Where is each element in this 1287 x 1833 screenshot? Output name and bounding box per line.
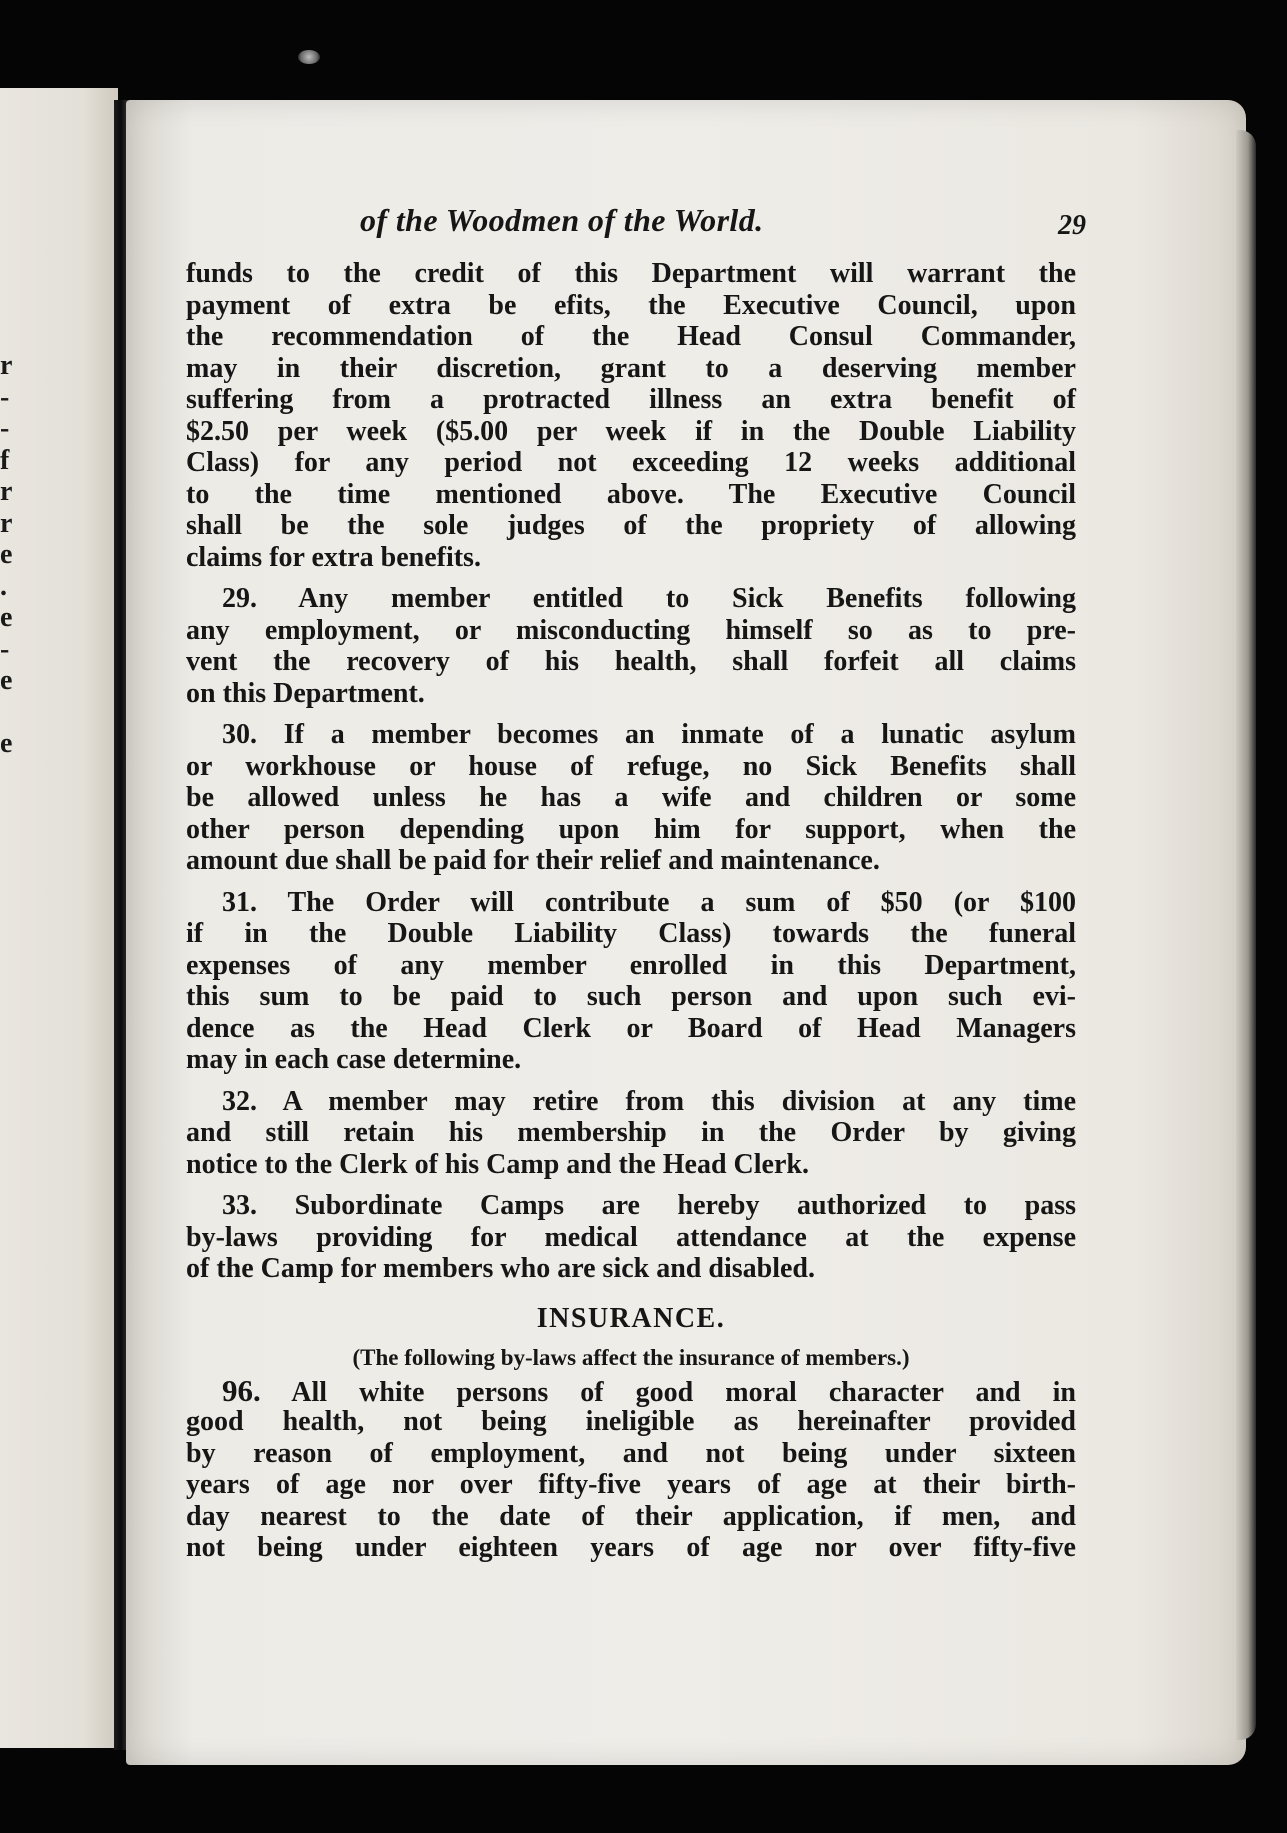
section-heading: INSURANCE. (536, 1302, 726, 1334)
text-line: of the Camp for members who are sick and disabled. (186, 1253, 815, 1284)
text-line: the recommendation of the Head Consul Commander, (186, 321, 1076, 352)
text-line: other person depending upon him for support, when the (186, 813, 1076, 845)
text-line: any employment, or misconducting himself so as to pre- (186, 614, 1076, 646)
text-line: or workhouse or house of refuge, no Sick Benefits shall (186, 750, 1076, 782)
margin-char: e (0, 665, 13, 696)
text-line: this sum to be paid to such person and upon such evi- (186, 981, 1076, 1012)
paragraph-p29 (186, 583, 1076, 709)
text-line: notice to the Clerk of his Camp and the Head Clerk. (186, 1148, 809, 1180)
bylaw-text: All white persons of good moral character and in (291, 1376, 1076, 1408)
body-text (186, 258, 1076, 1564)
text-line: 30. If a member becomes an inmate of a lunatic asylum (222, 719, 1076, 750)
text-line: claims for extra benefits. (186, 541, 481, 573)
margin-char: - (0, 381, 10, 413)
text-line: amount due shall be paid for their relief and maintenance. (186, 845, 880, 876)
paragraph-p32 (186, 1086, 1076, 1181)
text-line: 33. Subordinate Camps are hereby authorized to pass (222, 1190, 1076, 1221)
text-line: Class) for any period not exceeding 12 weeks additional (186, 447, 1076, 478)
text-line (186, 1372, 1076, 1408)
margin-char (0, 697, 14, 729)
text-line: suffering from a protracted illness an extra benefit of (186, 384, 1076, 415)
scan-speck (298, 50, 320, 64)
page-edge-shadow (1236, 130, 1256, 1740)
text-line: by reason of employment, and not being under sixteen (186, 1437, 1076, 1469)
text-line: vent the recovery of his health, shall forfeit all claims (186, 646, 1076, 677)
page-number: 29 (1058, 210, 1086, 241)
text-line: day nearest to the date of their application, if men, and (186, 1500, 1076, 1532)
text-line: shall be the sole judges of the propriety of allowing (186, 510, 1076, 541)
previous-page-margin-text (0, 350, 14, 760)
text-line: good health, not being ineligible as hereinafter provided (186, 1406, 1076, 1437)
text-line: years of age nor over fifty-five years of age at their birth- (186, 1469, 1076, 1500)
margin-char: . (0, 570, 7, 602)
margin-char: r (0, 507, 13, 539)
margin-char: r (0, 350, 13, 381)
paragraph-p33 (186, 1190, 1076, 1285)
running-head: of the Woodmen of the World. (360, 202, 764, 238)
text-line: dence as the Head Clerk or Board of Head Managers (186, 1012, 1076, 1044)
margin-char: - (0, 633, 10, 665)
text-line: not being under eighteen years of age nor over fifty-five (186, 1532, 1076, 1563)
section-note: (The following by-laws affect the insurance of members.) (352, 1344, 910, 1370)
paragraph-96 (186, 1372, 1076, 1564)
text-line: and still retain his membership in the Order by giving (186, 1117, 1076, 1148)
margin-char: r (0, 476, 13, 507)
previous-page-edge (0, 88, 118, 1748)
text-line: may in each case determine. (186, 1044, 522, 1075)
paragraph-p30 (186, 719, 1076, 877)
text-line: 31. The Order will contribute a sum of $50 (or $100 (222, 886, 1076, 918)
text-line: if in the Double Liability Class) towards the funeral (186, 918, 1076, 949)
text-line: to the time mentioned above. The Executive Council (186, 478, 1076, 510)
text-line: $2.50 per week ($5.00 per week if in the Double Liability (186, 415, 1076, 447)
margin-char: e (0, 539, 13, 570)
paragraph-p31 (186, 887, 1076, 1076)
text-line: 32. A member may retire from this division at any time (222, 1085, 1076, 1117)
bylaw-number: 96. (222, 1372, 261, 1408)
margin-char: f (0, 444, 10, 476)
margin-char: - (0, 413, 10, 444)
margin-char: e (0, 728, 13, 759)
text-line: on this Department. (186, 677, 425, 709)
text-line: by-laws providing for medical attendance at the expense (186, 1221, 1076, 1253)
text-line: expenses of any member enrolled in this Department, (186, 949, 1076, 981)
text-line: may in their discretion, grant to a deserving member (186, 352, 1076, 384)
text-line: 29. Any member entitled to Sick Benefits following (222, 583, 1076, 614)
margin-char: e (0, 602, 13, 633)
text-line: payment of extra be efits, the Executive Council, upon (186, 289, 1076, 321)
paragraph-continuation (186, 258, 1076, 573)
text-line: be allowed unless he has a wife and children or some (186, 782, 1076, 813)
text-line: funds to the credit of this Department will warrant the (186, 258, 1076, 289)
